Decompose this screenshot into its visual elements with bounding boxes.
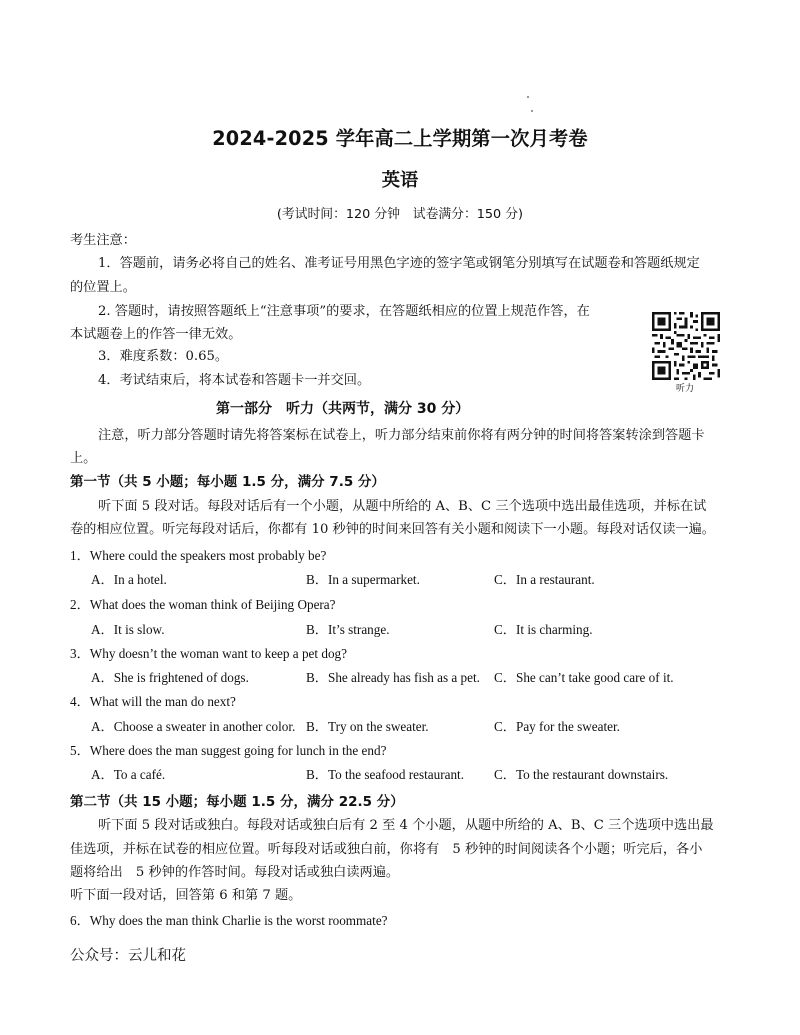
- q2-option-a: A．It is slow.: [91, 622, 165, 637]
- section2-sub-instruction: 听下面一段对话，回答第 6 和第 7 题。: [70, 888, 302, 903]
- note-item-4: 4．考试结束后，将本试卷和答题卡一并交回。: [98, 373, 371, 388]
- q1-option-b: B．In a supermarket.: [306, 572, 420, 587]
- qr-label: 听力: [676, 384, 695, 394]
- notes-heading: 考生注意：: [70, 233, 136, 248]
- question-1: 1．Where could the speakers most probably be?: [70, 548, 327, 563]
- qr-code[interactable]: [652, 312, 720, 380]
- note-item-1-line1: 1．答题前，请务必将自己的姓名、准考证号用黑色字迹的签字笔或钢笔分别填写在试题卷和答题纸规定: [98, 256, 700, 271]
- note-item-1-line2: 的位置上。: [70, 280, 136, 295]
- question-6: 6．Why does the man think Charlie is the worst roommate?: [70, 913, 388, 928]
- note-item-3: 3．难度系数：0.65。: [98, 349, 229, 364]
- exam-info: (考试时间：120 分钟 试卷满分：150 分): [276, 207, 524, 222]
- section2-instr-line1: 听下面 5 段对话或独白。每段对话或独白后有 2 至 4 个小题，从题中所给的 A、B、C 三个选项中选出最: [98, 818, 714, 833]
- question-4: 4．What will the man do next?: [70, 694, 236, 709]
- section1-instr-line2: 卷的相应位置。听完每段对话后，你都有 10 秒钟的时间来回答有关小题和阅读下一小题。每段对话仅读一遍。: [70, 522, 715, 537]
- subject-title: 英语: [381, 170, 419, 191]
- q5-option-b: B．To the seafood restaurant.: [306, 767, 465, 782]
- scan-mark: [527, 96, 529, 98]
- note-item-2-line1: 2. 答题时，请按照答题纸上“注意事项”的要求，在答题纸相应的位置上规范作答，在: [98, 304, 590, 319]
- part1-heading: 第一部分 听力（共两节，满分 30 分）: [216, 401, 470, 417]
- q1-option-c: C．In a restaurant.: [494, 572, 595, 587]
- q4-option-b: B．Try on the sweater.: [306, 719, 429, 734]
- q4-option-c: C．Pay for the sweater.: [494, 719, 620, 734]
- wechat-account: 公众号：云儿和花: [70, 948, 186, 964]
- question-5: 5．Where does the man suggest going for lunch in the end?: [70, 743, 387, 758]
- q2-option-b: B．It’s strange.: [306, 622, 390, 637]
- q3-option-b: B．She already has fish as a pet.: [306, 670, 480, 685]
- q5-option-a: A．To a café.: [91, 767, 166, 782]
- q5-option-c: C．To the restaurant downstairs.: [494, 767, 669, 782]
- section1-instr-line1: 听下面 5 段对话。每段对话后有一个小题，从题中所给的 A、B、C 三个选项中选出最佳选项，并标在试: [98, 499, 707, 514]
- exam-title: 2024-2025 学年高二上学期第一次月考卷: [212, 127, 588, 150]
- question-3: 3．Why doesn’t the woman want to keep a pet dog?: [70, 646, 347, 661]
- part1-note-line2: 上。: [70, 451, 97, 466]
- question-2: 2．What does the woman think of Beijing Opera?: [70, 597, 336, 612]
- note-item-2-line2: 本试题卷上的作答一律无效。: [70, 327, 242, 342]
- q3-option-c: C．She can’t take good care of it.: [494, 670, 674, 685]
- section2-instr-line3: 题将给出 5 秒钟的作答时间。每段对话或独白读两遍。: [70, 865, 400, 880]
- section2-heading: 第二节（共 15 小题；每小题 1.5 分，满分 22.5 分）: [70, 794, 404, 810]
- part1-note-line1: 注意，听力部分答题时请先将答案标在试卷上，听力部分结束前你将有两分钟的时间将答案转涂到答题卡: [98, 428, 705, 443]
- q3-option-a: A．She is frightened of dogs.: [91, 670, 249, 685]
- scan-mark: [531, 110, 533, 112]
- section1-heading: 第一节（共 5 小题；每小题 1.5 分，满分 7.5 分）: [70, 474, 385, 490]
- q1-option-a: A．In a hotel.: [91, 572, 167, 587]
- section2-instr-line2: 佳选项，并标在试卷的相应位置。听每段对话或独白前，你将有 5 秒钟的时间阅读各个小题；听完后，各小: [70, 842, 703, 857]
- q2-option-c: C．It is charming.: [494, 622, 593, 637]
- q4-option-a: A．Choose a sweater in another color.: [91, 719, 296, 734]
